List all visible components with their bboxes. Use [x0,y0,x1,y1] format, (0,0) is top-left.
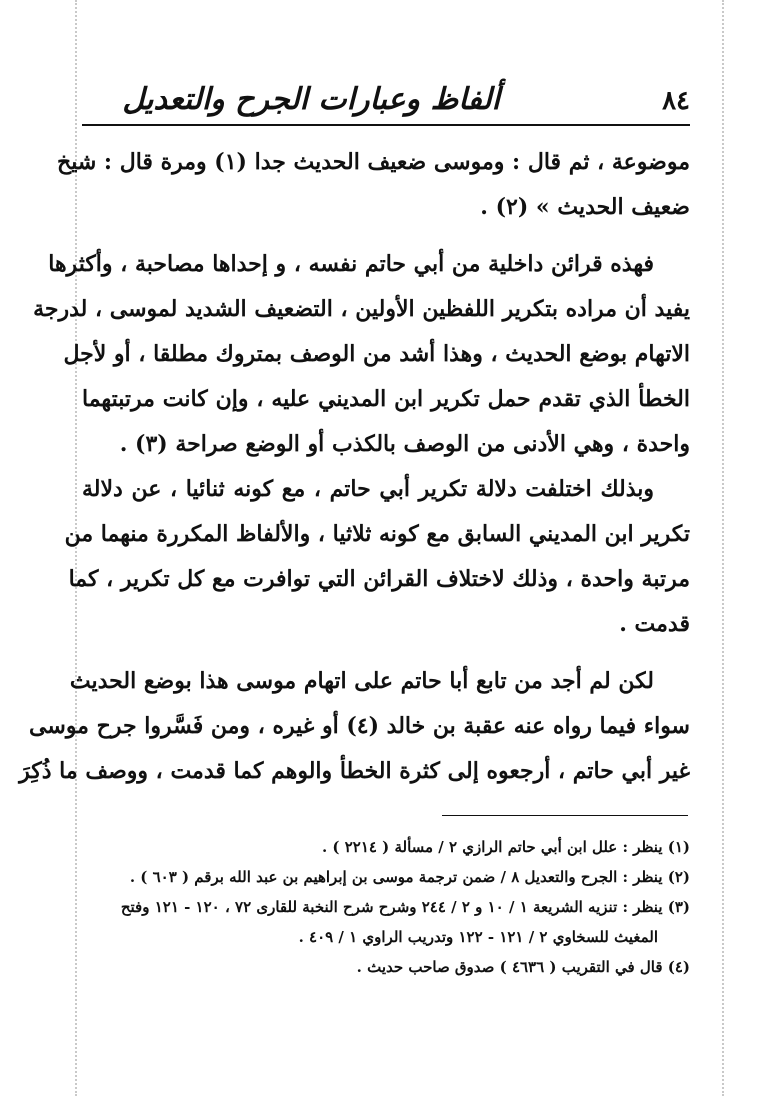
footnotes [82,832,690,982]
footnote: (٢) ينظر : الجرح والتعديل ٨ / ضمن ترجمة موسى بن إبراهيم بن عبد الله برقم ( ٦٠٣ ) . [129,868,690,886]
right-margin-guide [722,0,724,1096]
text-line: ضعيف الحديث » (٢) . [480,194,690,220]
text-line: موضوعة ، ثم قال : وموسى ضعيف الحديث جدا (١) ومرة قال : شيخ [57,149,690,175]
text-line: غير أبي حاتم ، أرجعوه إلى كثرة الخطأ والوهم كما قدمت ، ووصف ما ذُكِرَ [19,758,690,784]
text-line: يفيد أن مراده بتكرير اللفظين الأولين ، التضعيف الشديد لموسى ، لدرجة [33,296,690,322]
running-title: ألفاظ وعبارات الجرح والتعديل [122,82,500,117]
text-line: مرتبة واحدة ، وذلك لاختلاف القرائن التي توافرت مع كل تكرير ، كما [68,566,690,592]
text-line: الاتهام بوضع الحديث ، وهذا أشد من الوصف بمتروك مطلقا ، أو لأجل [63,341,690,367]
page-number: ٨٤ [662,86,690,116]
footnote-separator [442,815,688,816]
text-line: تكرير ابن المديني السابق مع كونه ثلاثيا ، والألفاظ المكررة منهما من [64,521,690,547]
header-rule [82,124,690,126]
text-line: وبذلك اختلفت دلالة تكرير أبي حاتم ، مع كونه ثنائيا ، عن دلالة [82,476,654,502]
footnote-continuation: المغيث للسخاوي ٢ / ١٢١ - ١٢٢ وتدريب الراوي ١ / ٤٠٩ . [298,928,658,946]
text-line: فهذه قرائن داخلية من أبي حاتم نفسه ، و إحداها مصاحبة ، وأكثرها [48,251,654,277]
page-header [82,78,690,126]
text-line: لكن لم أجد من تابع أبا حاتم على اتهام موسى هذا بوضع الحديث [69,668,654,694]
text-line: واحدة ، وهي الأدنى من الوصف بالكذب أو الوضع صراحة (٣) . [119,431,690,457]
text-line: سواء فيما رواه عنه عقبة بن خالد (٤) أو غيره ، ومن فَسَّروا جرح موسى [29,713,690,739]
footnote: (٣) ينظر : تنزيه الشريعة ١ / ١٠ و ٢ / ٢٤٤ وشرح شرح النخبة للقارى ٧٢ ، ١٢٠ - ١٢١ وفتح [120,898,690,916]
main-text [19,140,690,794]
footnote: (٤) قال في التقريب ( ٤٦٣٦ ) صدوق صاحب حديث . [356,958,690,976]
footnote: (١) ينظر : علل ابن أبي حاتم الرازي ٢ / مسألة ( ٢٢١٤ ) . [321,838,690,856]
text-line: الخطأ الذي تقدم حمل تكرير ابن المديني عليه ، وإن كانت مرتبتهما [82,386,690,412]
text-line: قدمت . [619,611,690,637]
